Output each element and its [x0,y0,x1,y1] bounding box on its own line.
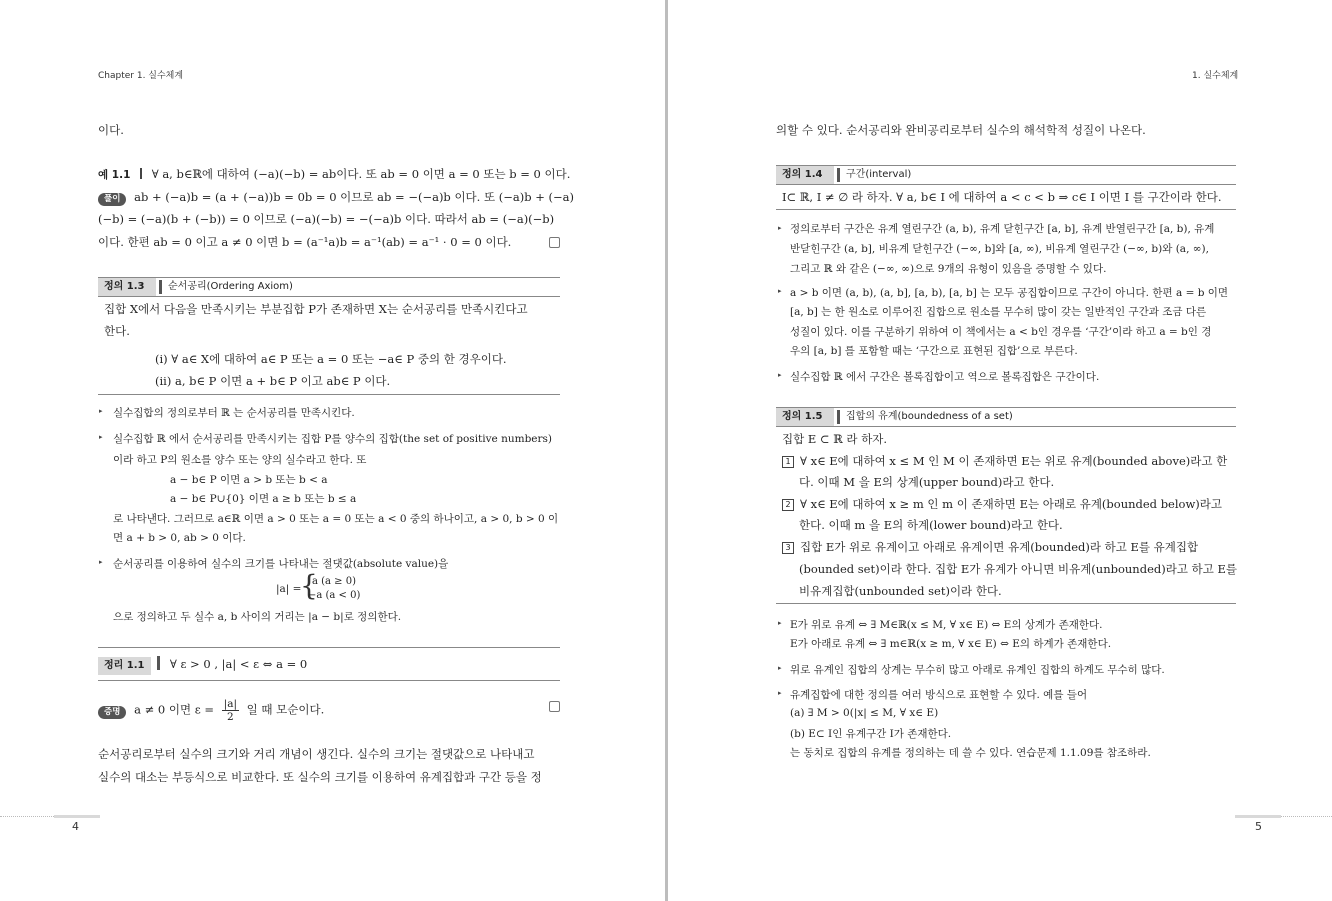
label-separator [140,168,142,179]
note-1-line-1: E가 위로 유계 ⇔ ∃ M∈ℝ(x ≤ M, ∀ x∈ E) ⇔ E의 상계가 존재한다. [790,619,1103,631]
note-2-line-1: 실수집합 ℝ 에서 순서공리를 만족시키는 집합 P를 양수의 집합(the set of positive numbers) [113,433,553,445]
note-1: 실수집합의 정의로부터 ℝ 는 순서공리를 만족시킨다. [113,407,355,419]
qed-box [549,237,560,248]
theorem-1-1 [98,656,307,674]
left-page [0,0,665,901]
note-1-line-1: 정의로부터 구간은 유계 열린구간 (a, b), 유계 닫힌구간 [a, b], 유계 반열린구간 [a, b), 유계 [790,223,1215,235]
definition-title: 집합의 유계(boundedness of a set) [846,411,1013,422]
footer-tab [1235,815,1281,818]
item-number-box: 3 [782,542,794,554]
paragraph-continuation: 이다. [98,123,124,137]
label-separator [159,280,162,294]
definition-item-ii: (ii) a, b∈ P 이면 a + b∈ P 이고 ab∈ P 이다. [155,374,391,388]
definition-1-5-header [776,407,1236,427]
note-2-formula-2: a − b∈ P∪{0} 이면 a ≥ b 또는 b ≤ a [170,493,357,505]
note-2-line-4: 우의 [a, b] 를 포함할 때는 ‘구간으로 표현된 집합’으로 부른다. [790,345,1078,357]
fraction-numerator: |a| [223,698,237,710]
solution-line-3: 이다. 한편 ab = 0 이고 a ≠ 0 이면 b = (a⁻¹a)b = a⁻¹(ab) = a⁻¹ · 0 = 0 이다. [98,235,512,249]
definition-rule [776,603,1236,604]
theorem-rule-bottom [98,680,560,681]
note-2-line-3: 성질이 있다. 이를 구분하기 위하여 이 책에서는 a < b인 경우를 ‘구간’이라 하고 a = b인 경 [790,326,1212,338]
solution-line-1 [98,189,574,206]
note-2-formula-1: a − b∈ P 이면 a > b 또는 b < a [170,474,328,486]
note-3-line-2: 으로 정의하고 두 실수 a, b 사이의 거리는 |a − b|로 정의한다. [113,611,402,623]
closing-paragraph-line-2: 실수의 대소는 부등식으로 비교한다. 또 실수의 크기를 이용하여 유계집합과 구간 등을 정 [98,770,542,784]
proof-text-post: 일 때 모순이다. [246,702,325,717]
definition-item-i: (i) ∀ a∈ X에 대하여 a∈ P 또는 a = 0 또는 −a∈ P 중의 한 경우이다. [155,352,507,366]
bullet-icon: ▸ [99,407,103,415]
example-label: 예 1.1 [98,169,131,181]
definition-item-2-line-1 [782,496,1222,512]
item-1-text: ∀ x∈ E에 대하여 x ≤ M 인 M 이 존재하면 E는 위로 유계(bounded above)라고 한 [800,454,1228,468]
solution-line-2: (−b) = (−a)(b + (−b)) = 0 이므로 (−a)(−b) = −(−a)b 이다. 따라서 ab = (−a)(−b) [98,212,555,226]
example-1-1 [98,166,570,182]
fraction [222,698,239,723]
definition-label: 정의 1.3 [98,278,156,296]
running-header: 1. 실수체계 [1192,71,1239,81]
right-page [668,0,1332,901]
solution-badge: 풀이 [98,193,126,206]
note-2-line-3: 로 나타낸다. 그러므로 a∈ℝ 이면 a > 0 또는 a = 0 또는 a < 0 중의 하나이고, a > 0, b > 0 이 [113,513,559,525]
definition-title: 구간(interval) [846,169,912,180]
label-separator [837,168,840,182]
qed-box [549,701,560,712]
definition-title: 순서공리(Ordering Axiom) [168,281,293,292]
definition-1-3-header [98,277,560,297]
example-statement: ∀ a, b∈ℝ에 대하여 (−a)(−b) = ab이다. 또 ab = 0 이면 a = 0 또는 b = 0 이다. [151,167,571,181]
label-separator [837,410,840,424]
bullet-icon: ▸ [778,287,782,295]
note-3-line-1: 순서공리를 이용하여 실수의 크기를 나타내는 절댓값(absolute value)을 [113,558,449,570]
note-2-line-2: [a, b] 는 한 원소로 이루어진 집합으로 원소를 무수히 많이 갖는 일반적인 구간과 조금 다른 [790,306,1207,318]
theorem-rule-top [98,647,560,648]
note-3: 실수집합 ℝ 에서 구간은 볼록집합이고 역으로 볼록집합은 구간이다. [790,371,1100,383]
brace-symbol: { [300,569,318,602]
bullet-icon: ▸ [778,224,782,232]
definition-item-2-line-2: 한다. 이때 m 을 E의 하계(lower bound)라고 한다. [799,518,1063,532]
definition-item-3-line-3: 비유계집합(unbounded set)이라 한다. [799,584,1002,598]
note-1-line-2: E가 아래로 유계 ⇔ ∃ m∈ℝ(x ≥ m, ∀ x∈ E) ⇔ E의 하계가 존재한다. [790,638,1112,650]
item-number-box: 1 [782,456,794,468]
page-number: 5 [1255,820,1262,833]
definition-intro: 집합 E ⊂ ℝ 라 하자. [782,432,888,446]
definition-item-1-line-2: 다. 이때 M 을 E의 상계(upper bound)라고 한다. [799,475,1055,489]
note-3-line-1: 유계집합에 대한 정의를 여러 방식으로 표현할 수 있다. 예를 들어 [790,689,1088,701]
definition-text-2: 한다. [104,324,130,338]
proof-badge: 증명 [98,706,126,719]
bullet-icon: ▸ [778,619,782,627]
bullet-icon: ▸ [99,558,103,566]
note-3-line-2: 는 동치로 집합의 유계를 정의하는 데 쓸 수 있다. 연습문제 1.1.09를 참조하라. [790,747,1151,759]
note-3-item-b: (b) E⊂ I인 유계구간 I가 존재한다. [790,728,952,740]
running-header: Chapter 1. 실수체계 [98,71,184,81]
proof-text-pre: a ≠ 0 이면 ε = [134,702,214,717]
definition-item-3-line-1 [782,539,1198,555]
bullet-icon: ▸ [778,371,782,379]
proof-line [98,698,324,723]
note-2-line-4: 면 a + b > 0, ab > 0 이다. [113,532,246,544]
definition-label: 정의 1.4 [776,166,834,184]
footer-tab [54,815,100,818]
definition-rule [98,394,560,395]
theorem-statement: ∀ ε > 0 , |a| < ε ⇔ a = 0 [169,657,308,671]
note-1-line-2: 반닫힌구간 (a, b], 비유계 닫힌구간 (−∞, b]와 [a, ∞), 비유계 열린구간 (−∞, b)와 (a, ∞), [790,243,1209,255]
item-2-text: ∀ x∈ E에 대하여 x ≥ m 인 m 이 존재하면 E는 아래로 유계(bounded below)라고 [800,497,1223,511]
definition-1-4-header [776,165,1236,185]
definition-rule [776,209,1236,210]
paragraph-continuation: 의할 수 있다. 순서공리와 완비공리로부터 실수의 해석학적 성질이 나온다. [776,123,1146,137]
abs-value-case-2: −a (a < 0) [308,590,361,601]
definition-item-1-line-1 [782,453,1227,469]
note-1-line-3: 그리고 ℝ 와 같은 (−∞, ∞)으로 9개의 유형이 있음을 증명할 수 있다. [790,263,1107,275]
definition-statement: I⊂ ℝ, I ≠ ∅ 라 하자. ∀ a, b∈ I 에 대하여 a < c < b ⇒ c∈ I 이면 I 를 구간이라 한다. [782,190,1222,204]
bullet-icon: ▸ [778,664,782,672]
note-2-line-1: a > b 이면 (a, b), (a, b], [a, b), [a, b] 는 모두 공집합이므로 구간이 아니다. 한편 a = b 이면 [790,287,1229,299]
abs-value-case-1: a (a ≥ 0) [312,576,357,587]
page-number: 4 [72,820,79,833]
fraction-denominator: 2 [226,711,234,723]
abs-value-lhs: |a| = [276,583,302,595]
definition-label: 정의 1.5 [776,408,834,426]
definition-text-1: 집합 X에서 다음을 만족시키는 부분집합 P가 존재하면 X는 순서공리를 만족시킨다고 [104,302,528,316]
closing-paragraph-line-1: 순서공리로부터 실수의 크기와 거리 개념이 생긴다. 실수의 크기는 절댓값으로 나타내고 [98,747,535,761]
definition-item-3-line-2: (bounded set)이라 한다. 집합 E가 유계가 아니면 비유계(unbounded)라고 하고 E를 [799,562,1237,576]
theorem-label: 정리 1.1 [98,657,151,675]
bullet-icon: ▸ [99,433,103,441]
solution-text-1: ab + (−a)b = (a + (−a))b = 0b = 0 이므로 ab = −(−a)b 이다. 또 (−a)b + (−a) [134,190,574,204]
label-separator [157,656,160,670]
item-3-text: 집합 E가 위로 유계이고 아래로 유계이면 유계(bounded)라 하고 E를 유계집합 [800,540,1199,554]
item-number-box: 2 [782,499,794,511]
bullet-icon: ▸ [778,689,782,697]
note-2: 위로 유계인 집합의 상계는 무수히 많고 아래로 유계인 집합의 하계도 무수히 많다. [790,664,1165,676]
note-2-line-2: 이라 하고 P의 원소를 양수 또는 양의 실수라고 한다. 또 [113,454,367,466]
note-3-item-a: (a) ∃ M > 0(|x| ≤ M, ∀ x∈ E) [790,707,939,719]
